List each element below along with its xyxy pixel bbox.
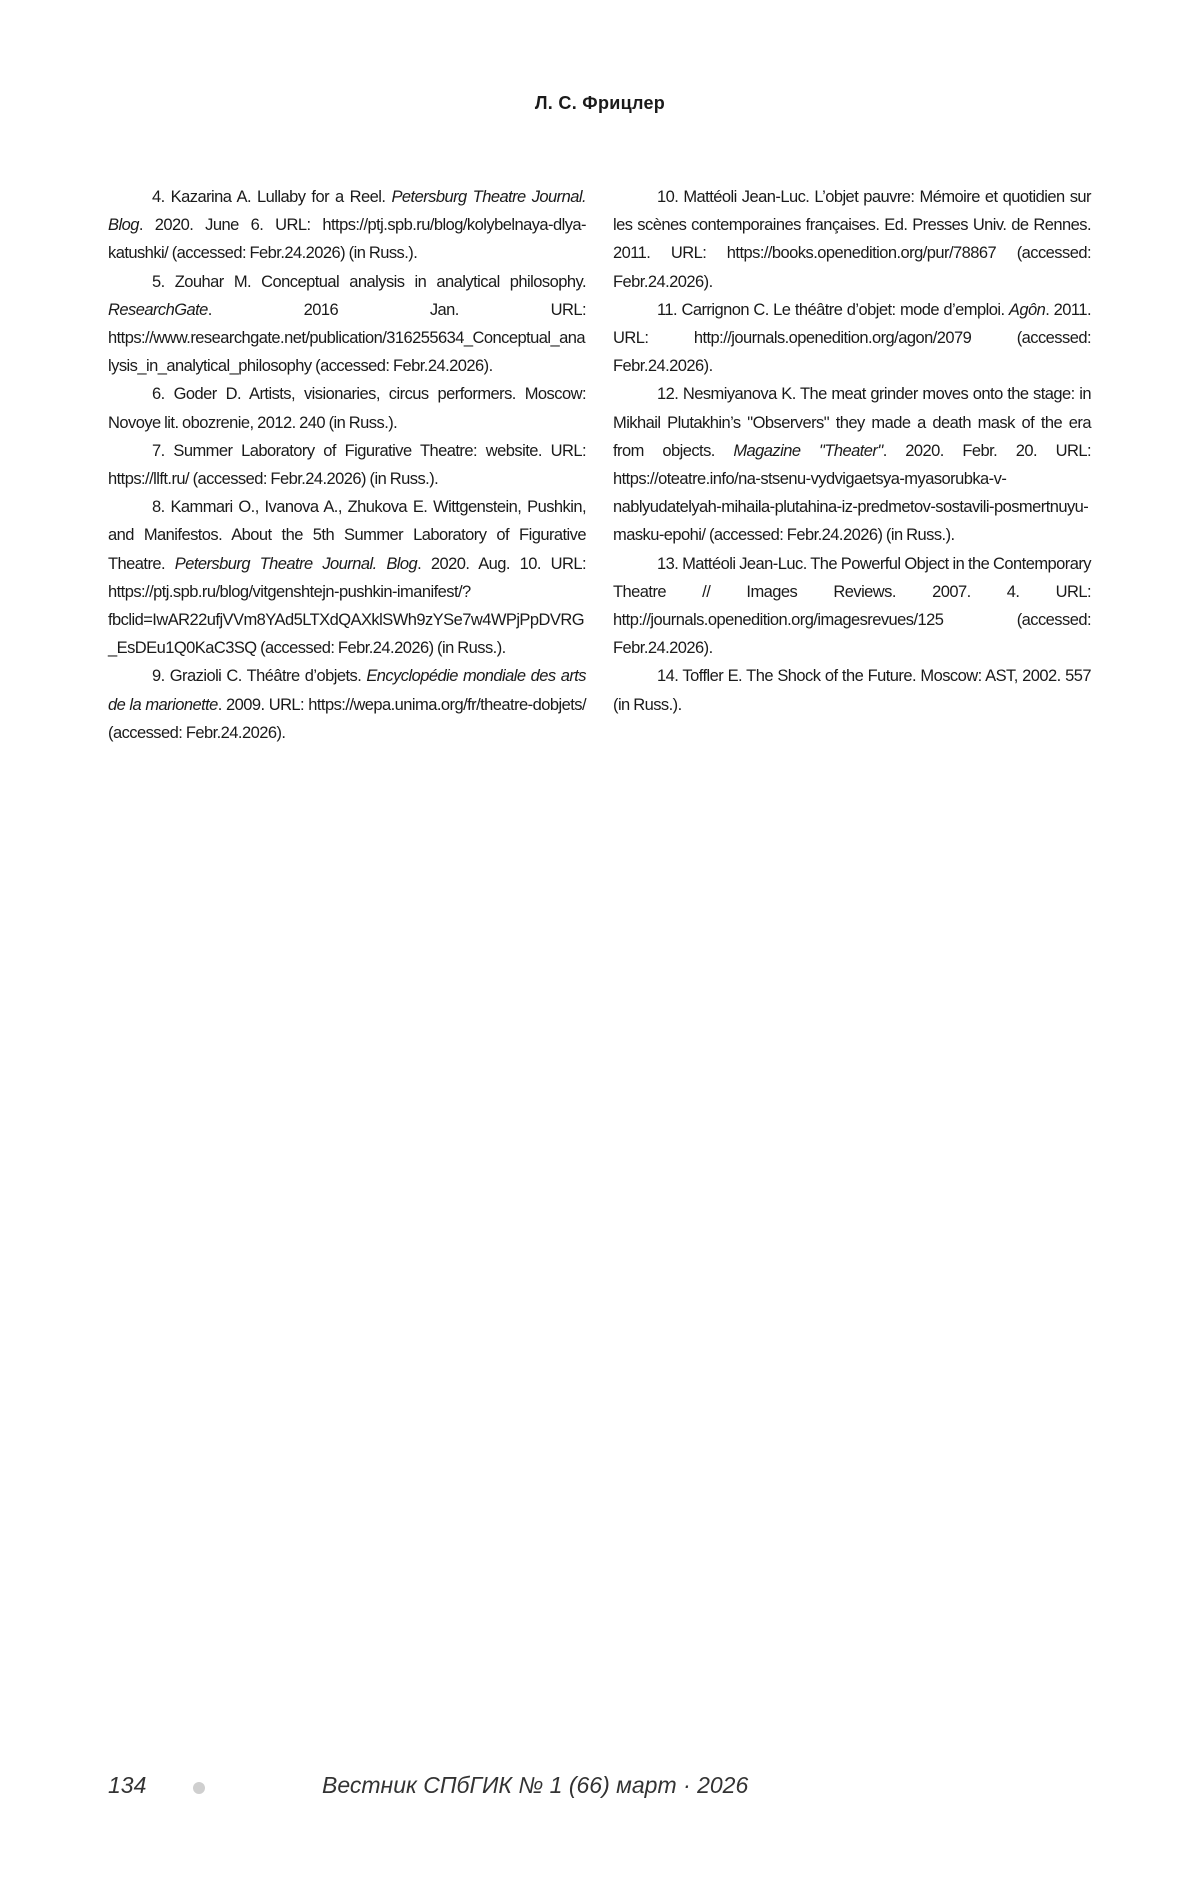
reference-number: 7.	[152, 441, 165, 460]
reference-text: Kazarina A. Lullaby for a Reel.	[164, 188, 392, 206]
reference-item	[613, 550, 1091, 663]
reference-number: 4.	[152, 188, 165, 206]
reference-number: 9.	[152, 667, 165, 686]
reference-text: Goder D. Artists, visionaries, circus performers. Moscow: Novoye lit. obozrenie, 2012. 240 (in Russ.).	[108, 385, 586, 432]
reference-source: Magazine "Theater"	[733, 441, 883, 460]
reference-source: Petersburg Theatre Journal. Blog	[174, 554, 418, 573]
footer-dot-icon	[193, 1782, 205, 1794]
reference-item	[613, 296, 1091, 381]
reference-item	[108, 380, 586, 436]
reference-number: 13.	[657, 554, 679, 573]
page-number: 134	[108, 1772, 147, 1798]
reference-source: ResearchGate	[108, 300, 208, 319]
reference-number: 5.	[152, 272, 165, 291]
reference-text: Toffler E. The Shock of the Future. Moscow: AST, 2002. 557 (in Russ.).	[613, 667, 1091, 714]
reference-details: . 2020. June 6. URL: https://ptj.spb.ru/blog/kolybelnaya-dlya-katushki/ (accessed: Febr.24.2026) (in Russ.).	[108, 216, 586, 263]
reference-item	[613, 662, 1091, 718]
references-column-left	[108, 183, 586, 747]
reference-text: Mattéoli Jean-Luc. The Powerful Object in the Contemporary Theatre // Images Reviews. 2007. 4. URL: http://journals.openedition.org/imagesrevues/125 (accessed: Febr.24.2026).	[613, 554, 1091, 658]
reference-text: Zouhar M. Conceptual analysis in analytical philosophy.	[164, 272, 586, 291]
reference-item	[108, 493, 586, 662]
reference-number: 12.	[657, 385, 679, 404]
reference-text: Carrignon C. Le théâtre d’objet: mode d’emploi.	[677, 300, 1009, 319]
reference-details: . 2016 Jan. URL: https://www.researchgate.net/publication/316255634_Conceptual_analysis_in_analytical_philosophy (accessed: Febr.24.2026).	[108, 300, 586, 376]
reference-source: Petersburg Theatre Journal. Blog	[108, 188, 586, 235]
reference-details: . 2020. Aug. 10. URL: https://ptj.spb.ru/blog/vitgenshtejn-pushkin-imanifest/?fbclid=IwAR22ufjVVm8YAd5LTXdQAXklSWh9zYSe7w4WPjPpDVRG_EsDEu1Q0KaC3SQ (accessed: Febr.24.2026) (in Russ.).	[108, 554, 587, 658]
journal-name: Вестник СПбГИК № 1 (66) март · 2026	[322, 1772, 749, 1798]
reference-source: Encyclopédie mondiale des arts de la marionette	[108, 667, 586, 714]
reference-item	[108, 662, 586, 747]
reference-details: . 2020. Febr. 20. URL: https://oteatre.info/na-stsenu-vydvigaetsya-myasorubka-v-nablyudatelyah-mihaila-plutahina-iz-predmetov-sostavili-posmertnuyu-masku-epohi/ (accessed: Febr.24.2026) (in Russ.).	[613, 441, 1091, 545]
reference-text: Mattéoli Jean-Luc. L’objet pauvre: Mémoire et quotidien sur les scènes contemporaines françaises. Ed. Presses Univ. de Rennes. 2011. URL: https://books.openedition.org/pur/78867 (accessed: Febr.24.2026).	[613, 188, 1091, 291]
reference-text: Nesmiyanova K. The meat grinder moves onto the stage: in Mikhail Plutakhin’s "Observers" they made a death mask of the era from objects.	[613, 385, 1091, 460]
reference-text: Grazioli C. Théâtre d’objets.	[164, 667, 367, 686]
reference-item	[108, 437, 586, 493]
reference-details: . 2009. URL: https://wepa.unima.org/fr/theatre-dobjets/ (accessed: Febr.24.2026).	[108, 695, 586, 742]
reference-number: 10.	[657, 188, 679, 206]
reference-item	[613, 183, 1091, 296]
reference-details: . 2011. URL: http://journals.openedition.org/agon/2079 (accessed: Febr.24.2026).	[613, 300, 1091, 376]
references-column-right	[613, 183, 1091, 719]
reference-number: 6.	[152, 385, 165, 404]
reference-number: 14.	[657, 667, 679, 686]
reference-text: Summer Laboratory of Figurative Theatre: website. URL: https://llft.ru/ (accessed: Febr.24.2026) (in Russ.).	[108, 441, 586, 489]
page-footer	[0, 1772, 1200, 1808]
reference-text: Kammari O., Ivanova A., Zhukova E. Wittgenstein, Pushkin, and Manifestos. About the 5th Summer Laboratory of Figurative Theatre.	[108, 498, 586, 573]
reference-item	[613, 380, 1091, 549]
reference-number: 11.	[657, 300, 678, 319]
reference-item	[108, 268, 586, 381]
reference-item	[108, 183, 586, 268]
reference-number: 8.	[152, 498, 165, 517]
running-head: Л. С. Фрицлер	[534, 93, 666, 113]
reference-source: Agôn	[1008, 300, 1046, 319]
